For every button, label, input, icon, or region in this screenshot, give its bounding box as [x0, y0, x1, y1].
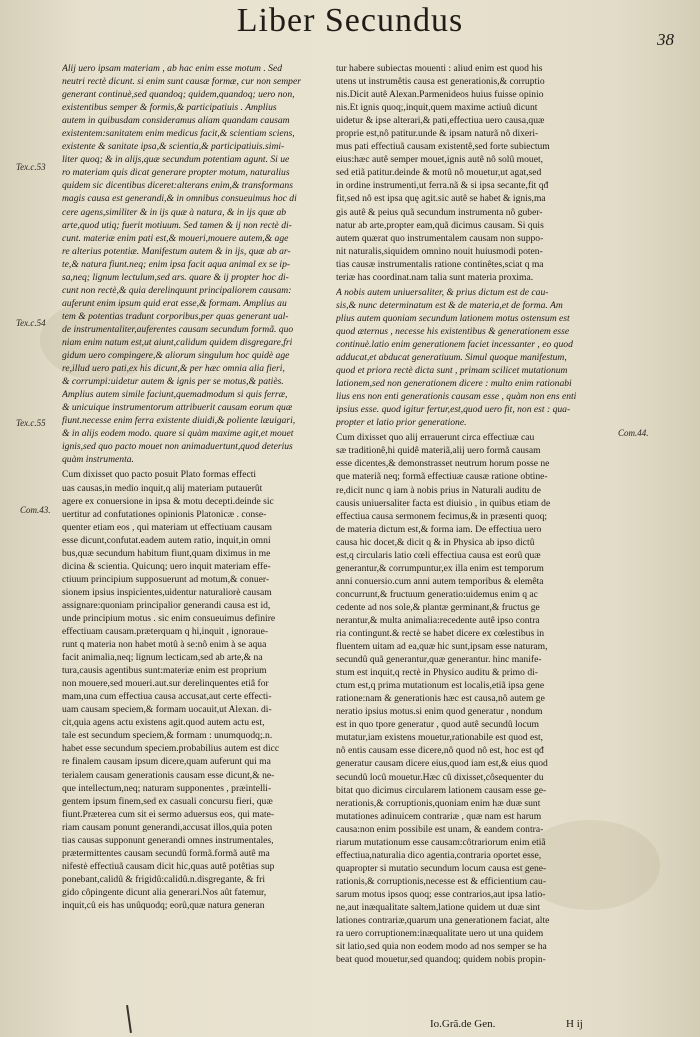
folio-number: 38: [657, 30, 674, 49]
text-line: esse dicunt,confutat.eadem autem ratio, inquit,in omni: [62, 534, 271, 546]
text-line: beat quod mouetur,sed quandoq; quidem nobis propin-: [336, 954, 546, 966]
text-line: nerantur,& multa animalia:recedente autê ipso contra: [336, 614, 540, 626]
text-line: lius ens non enti generationis causam esse , quàm non ens enti: [336, 391, 577, 403]
text-line: tias causæ instrumentalis ratione continêtes,sciat q ma: [336, 258, 544, 270]
signature-line: Io.Grã.de Gen.: [430, 1018, 496, 1030]
text-line: gis autê & peius quã secundum instrumenta nô guber-: [336, 206, 543, 218]
text-line: niam enim natum est,ut aiunt,calidum quidem disgregare,fri: [62, 336, 293, 348]
text-line: secundû locû mouetur.Hæc cû dixisset,côsequenter du: [336, 771, 544, 783]
text-line: tias causas supponunt generandi omnes instrumentales,: [62, 834, 274, 846]
text-line: natur ab arte,propter eam,quã dicimus causam. Si quis: [336, 219, 544, 231]
margin-note: Com.43.: [20, 505, 51, 515]
margin-note: Tex.c.53: [16, 162, 46, 172]
text-line: tale est secundum speciem,& formam : unumquodq;.n.: [62, 730, 273, 742]
text-line: de materia dictum est,& forma iam. De effectiua uero: [336, 523, 542, 535]
text-line: uertitur ad confutationes opinionis Platonicæ . conse-: [62, 508, 267, 520]
text-line: in ordine instrumenti,ut ferra.nã & si ipsa secante,fit qđ: [336, 180, 549, 192]
signature-mark: H ij: [566, 1018, 583, 1030]
margin-note: Tex.c.55: [16, 418, 46, 428]
text-line: proprie est,nô patitur.unde & ipsam naturã nô dixeri-: [336, 128, 539, 140]
text-line: arte,quod utiq; fuerit motiuum. Sed tamen & ij non rectè di-: [62, 219, 292, 231]
text-line: teriæ has coordinat.nam talia sunt materia proxima.: [336, 271, 534, 283]
text-line: liter quoq; & in alijs,quæ secundum potentiam agunt. Si ue: [62, 154, 290, 166]
text-line: mutationes adinuicem contrariæ , quæ nam est harum: [336, 810, 542, 822]
text-line: que intellectum,neq; naturam supponentes , præintelli-: [62, 782, 272, 794]
text-line: esse dicentes,& demonstrasset neutrum horum posse ne: [336, 458, 550, 470]
text-line: ctiuum principium supposuerunt ad motum,& conuer-: [62, 573, 270, 585]
text-line: unde principium motus . sic enim consueuimus definire: [62, 612, 276, 624]
text-line: riam causam ponunt generandi,accusat illos,quia poten: [62, 821, 273, 833]
margin-note: Tex.c.54: [16, 318, 46, 328]
text-line: sis,& nunc determinatum est & de materia,et de forma. Am: [336, 299, 563, 311]
text-block-italic: [336, 286, 608, 430]
text-line: & corrumpi:uidetur autem & ignis per se motus,& patiès.: [62, 376, 284, 388]
text-line: effectiua,naturalia dico agentia,contraria oportet esse,: [336, 849, 542, 861]
text-line: continuè.latio enim generationem faciet incessanter , eo quod: [336, 338, 573, 350]
text-line: nô entis causam esse dicere,nô quod nô est, hoc est qđ: [336, 745, 544, 757]
text-line: concurrunt,& fructuum generatio:uidemus enim q ac: [336, 588, 538, 600]
text-line: existentibus semper & formis,& participatiuis . Amplius: [62, 102, 277, 114]
text-line: rationis,& corruptionis,necesse est & efficientium cau-: [336, 875, 547, 887]
text-line: sa,neq; lignum lectulum,sed ars. quare & ij propter hoc di-: [62, 271, 289, 283]
text-line: inquit,cû eis has unûquodq; eorû,quæ natura generan: [62, 900, 265, 911]
text-block-commentary: [62, 468, 324, 912]
margin-note: Com.44.: [618, 428, 649, 438]
text-line: & unicuique instrumentorum attribuerit causam eorum quæ: [62, 402, 293, 414]
text-line: ra uero corruptionem:inæqualitate uero ut una quidem: [336, 928, 544, 940]
text-line: uidetur & ipse alterari,& pati,effectiua uero causa,quæ: [336, 115, 545, 127]
text-line: secundû quã generantur,quæ generantur. hinc manife-: [336, 654, 542, 666]
text-line: nis.Dicit autê Alexan.Parmenideos huius fuisse opinio: [336, 89, 544, 101]
text-line: non mouere,sed moueri.aut.sur derelinquentes etiâ for: [62, 678, 269, 690]
text-line: effectiua causa sermonem fecimus,& in præsenti quoq;: [336, 510, 548, 522]
text-line: Alij uero ipsam materiam , ab hac enim esse motum . Sed: [62, 63, 283, 74]
text-line: utens ut instrumêtis causa est generationis,& corruptio: [336, 76, 545, 88]
text-line: agere ex conuersione in ipsa & motu decepti.deinde sic: [62, 495, 274, 507]
text-line: re,illud uero pati,ex his dicunt,& per hæc omnia alia fieri,: [62, 363, 285, 375]
text-line: re,dicit nunc q iam à nobis prius in Naturali auditu de: [336, 484, 541, 496]
text-line: ro materiam quis dicat generare propter motum, naturalius: [62, 167, 290, 179]
text-line: assignare:quoniam principalior generandi causa est id,: [62, 599, 271, 611]
text-line: sæ traditionê,hi quidê materiã,alij uero formã causam: [336, 445, 541, 457]
text-line: sed etiã patitur.deinde & motû nô mouetur,ut agat,sed: [336, 167, 542, 179]
text-line: fit,sed nô est ipsa quę agit.sic autê se habet & ignis,ma: [336, 193, 546, 205]
text-line: ipsius esse. quod igitur fertur,est,quod uero fit, non est : qua-: [336, 404, 571, 416]
text-line: A nobis autem uniuersaliter, & prius dictum est de cau-: [336, 286, 549, 298]
text-line: & in alijs eodem modo. quare si quàm maxime agit,et mouet: [62, 428, 294, 440]
text-line: neratio ipsius motus.si enim quod generatur , nondum: [336, 706, 543, 718]
text-line: quenter etiam eos , qui materiam ut effectiuam causam: [62, 521, 273, 533]
text-line: prætermittentes causam secundû formã.formã autê ma: [62, 847, 270, 859]
text-line: bitat quo dicimus circularem lationem causam esse ge-: [336, 784, 547, 796]
text-line: sionem ipsius inspicientes,uidentur naturaliorè causam: [62, 586, 272, 598]
text-line: re alterius potentiæ. Manifestum autem & in ijs, quæ ab ar-: [62, 245, 291, 257]
text-line: propter et latio prior generatione.: [336, 417, 467, 429]
text-line: quàm instrumenta.: [62, 454, 134, 466]
text-line: generatur causam dicere eius,quod iam est,& eius quod: [336, 758, 548, 770]
text-line: magis causa est generandi,& in omnibus consueuimus hoc di: [62, 193, 297, 205]
text-line: tem & potentias tradunt corporibus,per quas generant ual-: [62, 310, 289, 322]
text-line: lationes contrariæ,quarum una generationem faciat, alte: [336, 915, 550, 927]
text-line: ponebant,calidû & frigidû:calidû.n.disgregante, & fri: [62, 873, 266, 885]
text-line: mus pati effectiuã causam existentê,sed forte subiectum: [336, 141, 550, 153]
text-line: causa hic docet,& dicit q & in Physica ab ipso dictû: [336, 536, 535, 548]
text-line: anni conuersio.cum anni autem temporibus & elemêta: [336, 575, 544, 587]
ink-mark: [126, 1005, 132, 1033]
text-line: terialem causam generationis causam esse dicunt,& ne-: [62, 769, 275, 781]
text-line: riarum mutationum esse causam:côtrariorum enim etiã: [336, 836, 546, 848]
text-line: ne,aut inæqualitate saltem,latione quidem ut duæ sint: [336, 902, 541, 913]
text-line: nerationis,& corruptionis,quoniam enim hæ duæ sunt: [336, 797, 541, 809]
page-title: Liber Secundus: [236, 2, 464, 39]
text-line: stum est inquit,q rectè in Physico auditu & primo di-: [336, 667, 538, 679]
text-line: gidum uero compingere,& aliorum singulum hoc quidè age: [62, 350, 290, 362]
text-line: quod æternus , necesse his existentibus & generationem esse: [336, 325, 570, 337]
text-line: est in quo tpore generatur , quod autê secundû locum: [336, 719, 540, 731]
text-line: Cum dixisset quo pacto posuit Plato formas effecti: [62, 469, 257, 481]
text-line: auferunt enim ipsum quid erat esse,& formam. Amplius au: [62, 297, 287, 309]
text-line: habet esse secundum speciem.probabilius autem est dicc: [62, 743, 280, 755]
text-line: runt q materia non habet motû à se:nô enim à se aqua: [62, 639, 267, 651]
text-line: nis.Et ignis quoq;,inquit,quem maxime actiuû dicunt: [336, 102, 538, 114]
text-line: generantur,& corrumpuntur,ex illa enim est temporum: [336, 562, 544, 574]
text-line: cunt non rectè,& quia derelinquunt principaliorem causam:: [62, 284, 292, 296]
text-line: tura,causis agentibus sunt:materiæ enim est proprium: [62, 665, 267, 677]
text-line: nifestè effectiuã causam dicit hic,quas autê potêtias sup: [62, 860, 275, 872]
text-line: que materiã neq; formã effectiuæ causæ ratione obtine-: [336, 471, 548, 483]
text-line: uas causas,in medio inquit,q alij materiam putauerût: [62, 482, 263, 494]
text-line: neutri rectè dicunt. si enim sunt causæ formæ, cur non semper: [62, 76, 301, 88]
text-block-commentary: [336, 62, 608, 284]
text-line: existentem:sanitatem enim medicus facit,& scientiam sciens,: [62, 128, 295, 140]
text-line: eius:hæc autê semper mouet,ignis autê nô solû mouet,: [336, 154, 544, 166]
text-line: ratione:nam & generationis hæc est causa,nô autem ge: [336, 693, 545, 705]
text-line: cedente ad nos sole,& plantæ germinant,& fructus ge: [336, 601, 540, 613]
text-line: facit animalia,neq; lignum lecticam,sed ab arte,& na: [62, 652, 263, 664]
text-line: causis uniuersaliter facta est diuisio , in quibus etiam de: [336, 497, 551, 509]
text-line: quapropter si mutatio secundum locum causa est gene-: [336, 862, 547, 874]
text-line: sit latio,sed quia non eodem modo ad nos semper se ha: [336, 941, 547, 953]
text-line: ria contingunt.& rectè se habet dicere ex cœlestibus in: [336, 628, 545, 640]
text-line: mutatur,iam existens mouetur,rationabile est quod est,: [336, 732, 544, 744]
text-line: causa:non enim possibile est unam, & eandem contra-: [336, 823, 544, 835]
text-line: dicina & scientia. Quicunq; uero inquit materiam effe-: [62, 560, 271, 572]
text-line: cere agens,similiter & in ijs quæ à natura, & in ijs quæ ab: [62, 206, 287, 218]
text-block-italic: [62, 62, 324, 466]
text-line: generant continuè,sed quandoq; quidem,quandoq; uero non,: [62, 89, 295, 101]
left-column: [62, 62, 324, 912]
text-line: fluentem uitam ad ea,quæ hic sunt,ipsam esse naturam,: [336, 641, 548, 653]
text-line: ignis,sed quo pacto mouet non animaduertunt,quod deterius: [62, 441, 293, 453]
right-column: [336, 62, 608, 966]
text-line: adducat,et abducat generatiuum. Simul quoque manifestum,: [336, 352, 567, 364]
text-line: gentem ipsum finem,sed ex casuali concursu fieri, quæ: [62, 795, 273, 807]
text-line: fiunt.necesse enim ferra existente diuidi,& poliente læuigari,: [62, 415, 296, 427]
text-line: Amplius autem simile faciunt,quemadmodum si quis ferræ,: [62, 389, 288, 401]
text-line: bus,quæ secundum habitum fiunt,quam diximus in me: [62, 547, 271, 559]
text-line: nit naturalis,siquidem omnino nouit huiusmodi poten-: [336, 245, 543, 257]
text-line: re finalem causam ipsum dicere,quam auferunt qui ma: [62, 756, 271, 768]
text-line: quidem sic dicentibus diceret:alterans enim,& transformans: [62, 180, 293, 192]
text-line: sarum motus ipsos quoq; esse contrarios,aut ipsa latio-: [336, 888, 546, 900]
text-line: de instrumentaliter,auferentes causam secundum formã. quo: [62, 323, 294, 335]
text-line: lationem,sed non generationem dicere : multo enim rationabi: [336, 378, 572, 390]
text-line: effectiuam causam.præterquam q hi,inquit , ignoraue-: [62, 626, 269, 638]
text-line: autem quærat quo instrumentalem causam non suppo-: [336, 232, 544, 244]
text-line: est,q circularis latio cœli effectiua causa est eorû quæ: [336, 549, 541, 561]
text-line: fiunt.Præterea cum sit ei sermo aduersus eos, qui mate-: [62, 808, 275, 820]
text-line: cunt. materiæ enim pati est,& moueri,mouere autem,& age: [62, 232, 289, 244]
text-line: gido côpingente dicunt alia generari.Nos aût fatemur,: [62, 886, 267, 898]
text-line: ctum est,q prima mutationum est localis,etiã ipsa gene: [336, 680, 545, 692]
text-line: tur habere subiectas mouenti : aliud enim est quod his: [336, 63, 543, 74]
text-line: existente & sanitate ipsa,& scientia,& participatiuis.simi-: [62, 141, 285, 153]
text-line: plius autem quoniam secundum lationem motus ostensum est: [336, 312, 570, 324]
text-line: uam causam speciem,& formam uocauit,ut Alexan. di-: [62, 704, 272, 716]
text-line: quod et priora rectè dicta sunt , primam scilicet mutationum: [336, 365, 568, 377]
text-block-commentary: [336, 431, 608, 966]
text-line: te,& natura fiunt.neq; enim ipsa facit aqua animal ex se ip-: [62, 258, 291, 270]
text-line: cit,quia agens actu existens agit.quod autem actu est,: [62, 717, 265, 729]
text-line: Cum dixisset quo alij errauerunt circa effectiuæ cau: [336, 432, 535, 444]
text-line: mam,una cum effectiua causa accusat,aut certe effecti-: [62, 691, 272, 703]
text-line: autem in quibusdam consideramus aliam quandam causam: [62, 115, 290, 127]
